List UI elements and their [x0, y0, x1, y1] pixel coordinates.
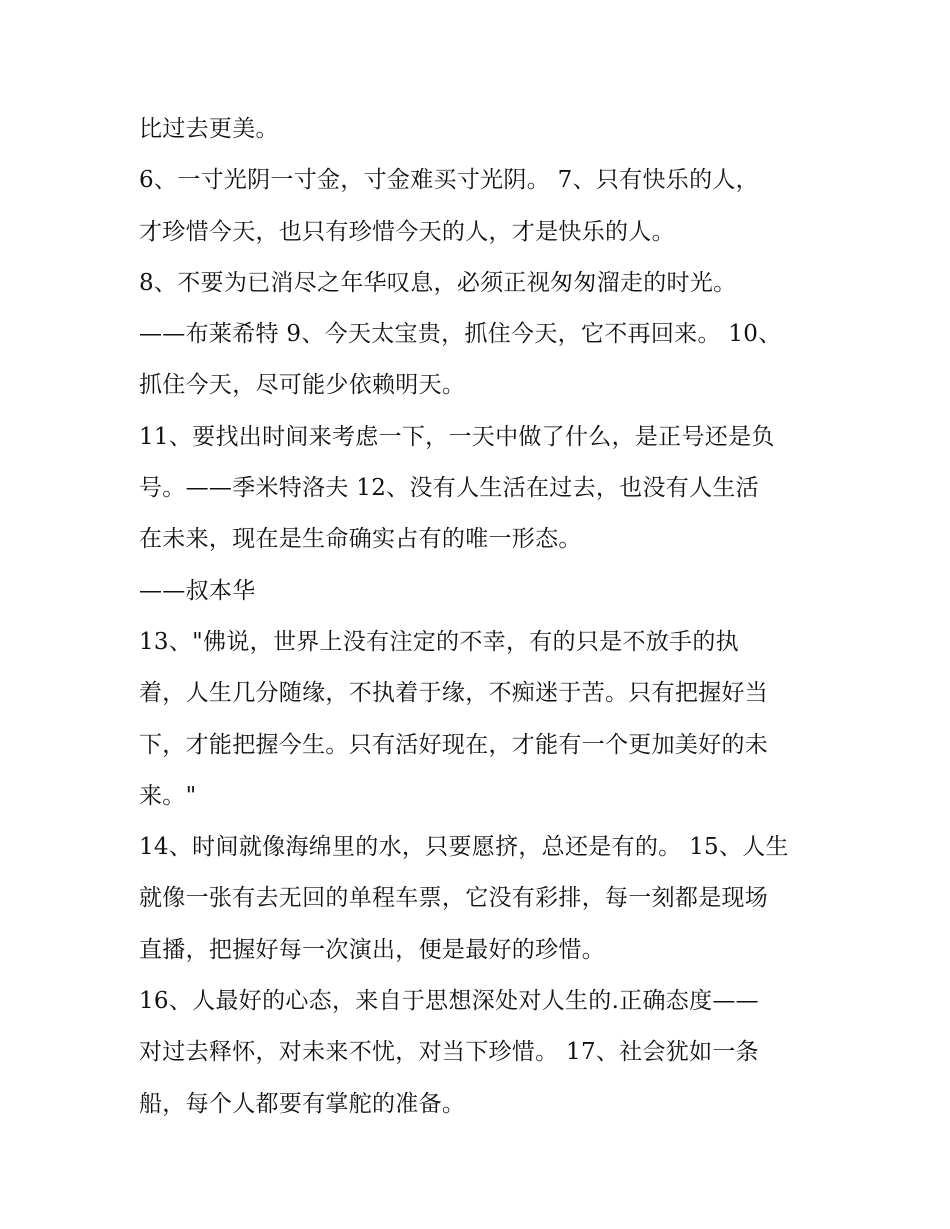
- text-line: 16、人最好的心态，来自于思想深处对人生的.正确态度——: [139, 988, 759, 1015]
- text-line: 下，才能把握今生。只有活好现在，才能有一个更加美好的未: [139, 731, 769, 758]
- document-body: [139, 104, 829, 1130]
- text-line: 比过去更美。: [139, 116, 279, 142]
- text-line: 号。——季米特洛夫 12、没有人生活在过去，也没有人生活: [139, 475, 759, 502]
- text-line: 13、"佛说，世界上没有注定的不幸，有的只是不放手的执: [139, 628, 739, 655]
- text-line: ——布莱希特 9、今天太宝贵，抓住今天，它不再回来。 10、: [139, 321, 782, 348]
- text-line: 船，每个人都要有掌舵的准备。: [139, 1090, 466, 1117]
- text-line: 直播，把握好每一次演出，便是最好的珍惜。: [139, 936, 605, 963]
- text-line: 在未来，现在是生命确实占有的唯一形态。: [139, 526, 582, 553]
- text-line: 来。": [139, 782, 197, 809]
- text-line: 6、一寸光阴一寸金，寸金难买寸光阴。 7、只有快乐的人，: [139, 167, 759, 194]
- text-line: 14、时间就像海绵里的水，只要愿挤，总还是有的。 15、人生: [139, 834, 789, 861]
- text-line: 8、不要为已消尽之年华叹息，必须正视匆匆溜走的时光。: [139, 269, 737, 296]
- text-line: 才珍惜今天，也只有珍惜今天的人，才是快乐的人。: [139, 218, 675, 245]
- text-line: 着，人生几分随缘，不执着于缘，不痴迷于苦。只有把握好当: [139, 680, 769, 707]
- text-line: 抓住今天，尽可能少依赖明天。: [139, 372, 466, 399]
- text-line: 对过去释怀，对未来不忧，对当下珍惜。 17、社会犹如一条: [139, 1039, 759, 1066]
- text-line: 11、要找出时间来考虑一下，一天中做了什么，是正号还是负: [139, 423, 775, 450]
- text-line: 就像一张有去无回的单程车票，它没有彩排，每一刻都是现场: [139, 885, 769, 912]
- text-line: ——叔本华: [139, 577, 256, 604]
